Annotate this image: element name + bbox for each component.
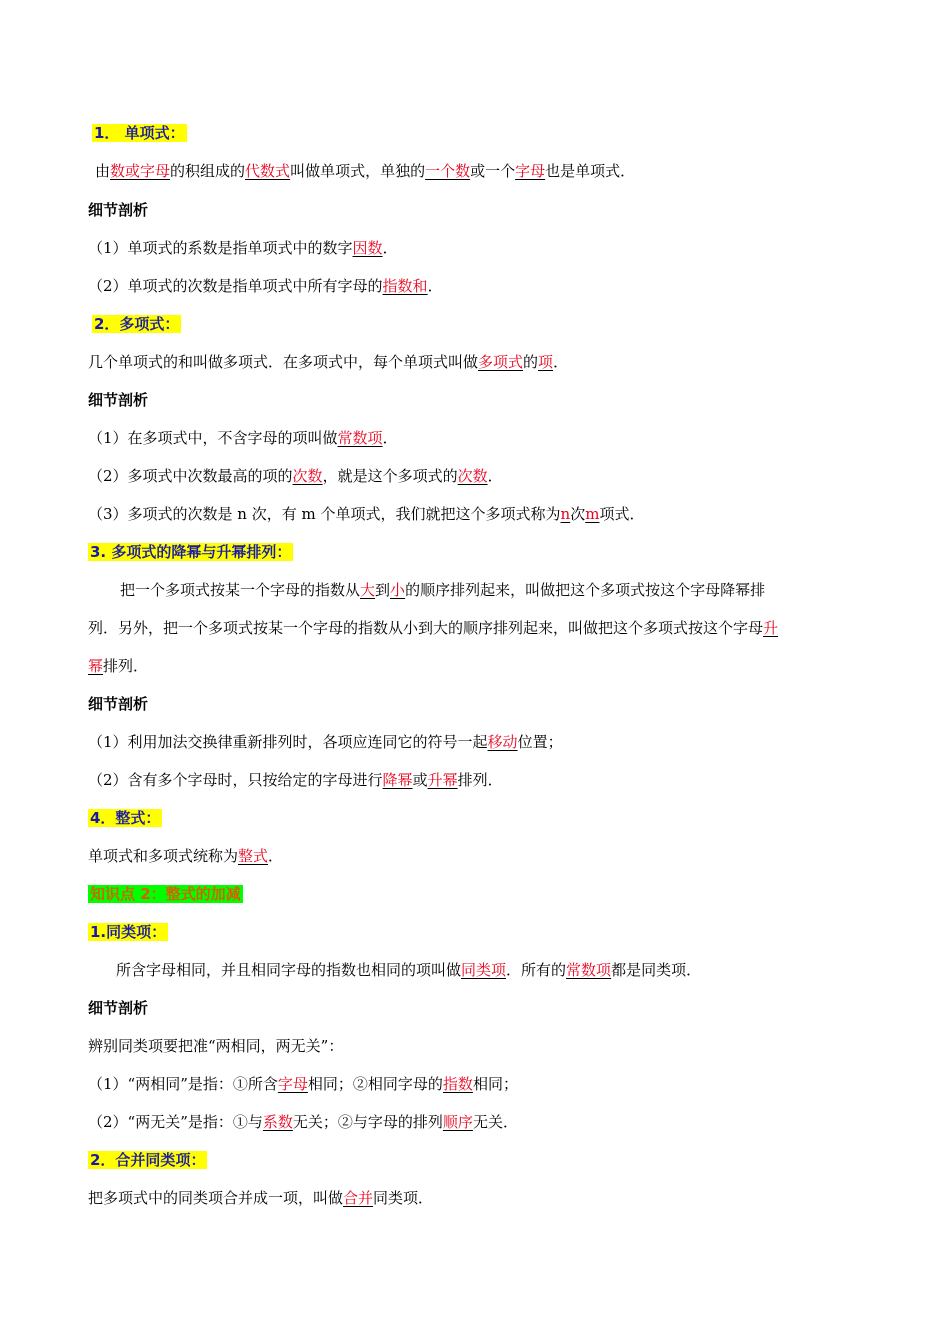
detail-heading: 细节剖析 — [88, 201, 149, 219]
answer-blank: 常数项 — [566, 961, 612, 979]
text-segment: 排列． — [457, 771, 503, 789]
text-segment: 的积组成的 — [170, 162, 246, 180]
text-segment: 所含字母相同，并且相同字母的指数也相同的项叫做 — [116, 961, 462, 979]
answer-blank: 升 — [763, 619, 779, 637]
text-segment: （1）在多项式中，不含字母的项叫做 — [88, 429, 338, 447]
heading-polynomial — [92, 314, 181, 334]
text-segment: ． — [268, 847, 284, 865]
answer-blank: 项 — [538, 353, 554, 371]
answer-blank: 幂 — [88, 657, 104, 675]
heading-monomial — [92, 123, 187, 143]
answer-blank: 系数 — [262, 1113, 293, 1131]
text-segment: 无关；②与字母的排列 — [292, 1113, 443, 1131]
polynomial-definition — [88, 352, 568, 372]
text-segment: 4．整式： — [90, 809, 161, 827]
text-segment: 1． 单项式： — [94, 124, 185, 142]
detail-heading: 细节剖析 — [88, 999, 149, 1017]
text-segment: 的 — [523, 353, 539, 371]
text-segment: （3）多项式的次数是 n 次，有 m 个单项式，我们就把这个多项式称为 — [88, 505, 561, 523]
text-segment: 单项式和多项式统称为 — [88, 847, 239, 865]
answer-blank: 因数 — [352, 239, 383, 257]
integral-definition — [88, 846, 283, 866]
answer-blank: 字母 — [277, 1075, 308, 1093]
detail-heading: 细节剖析 — [88, 695, 149, 713]
knowledge-point-2-heading — [88, 884, 243, 904]
answer-blank: 代数式 — [245, 162, 291, 180]
detail-heading: 细节剖析 — [88, 391, 149, 409]
text-segment: ． — [382, 429, 398, 447]
text-segment: 相同；②相同字母的 — [307, 1075, 443, 1093]
text-segment: （2）“两无关”是指：①与 — [88, 1113, 263, 1131]
text-segment: 相同； — [472, 1075, 518, 1093]
answer-blank: 一个数 — [425, 162, 471, 180]
answer-blank: 小 — [390, 581, 406, 599]
heading-like-terms — [88, 922, 168, 942]
text-segment: （1）利用加法交换律重新排列时，各项应连同它的符号一起 — [88, 733, 488, 751]
answer-blank: 合并 — [343, 1189, 374, 1207]
combine-definition — [88, 1188, 433, 1208]
ordering-line-2 — [88, 618, 778, 638]
text-segment: 把多项式中的同类项合并成一项，叫做 — [88, 1189, 344, 1207]
polynomial-point-1 — [88, 428, 398, 448]
text-segment: ． — [427, 277, 443, 295]
text-segment: 排列． — [103, 657, 149, 675]
text-segment: （1）“两相同”是指：①所含 — [88, 1075, 278, 1093]
answer-blank: 大 — [360, 581, 376, 599]
polynomial-point-2 — [88, 466, 503, 486]
ordering-line-3 — [88, 656, 148, 676]
monomial-point-2 — [88, 276, 443, 296]
answer-blank: 次数 — [292, 467, 323, 485]
text-segment: 或 — [412, 771, 428, 789]
answer-blank: m — [585, 505, 600, 523]
text-segment: 无关． — [472, 1113, 518, 1131]
like-terms-point-2 — [88, 1112, 518, 1132]
monomial-definition — [95, 161, 635, 181]
ordering-point-1 — [88, 732, 563, 752]
text-segment: ． — [487, 467, 503, 485]
text-segment: 1.同类项： — [90, 923, 167, 941]
text-segment: 都是同类项． — [611, 961, 702, 979]
text-segment: 2．合并同类项： — [90, 1151, 206, 1169]
answer-blank: 常数项 — [337, 429, 383, 447]
text-segment: 几个单项式的和叫做多项式．在多项式中，每个单项式叫做 — [88, 353, 479, 371]
answer-blank: 升幂 — [427, 771, 458, 789]
text-segment: ．所有的 — [506, 961, 567, 979]
answer-blank: 整式 — [238, 847, 269, 865]
text-segment: 叫做单项式，单独的 — [290, 162, 426, 180]
answer-blank: 顺序 — [442, 1113, 473, 1131]
text-segment: 2．多项式： — [94, 315, 180, 333]
text-segment: （2）含有多个字母时，只按给定的字母进行 — [88, 771, 383, 789]
text-segment: （2）多项式中次数最高的项的 — [88, 467, 293, 485]
text-segment: ，就是这个多项式的 — [322, 467, 458, 485]
ordering-line-1 — [120, 580, 765, 600]
text-segment: 位置； — [517, 733, 563, 751]
text-segment: 项式． — [599, 505, 645, 523]
text-segment: 也是单项式． — [545, 162, 636, 180]
like-terms-definition — [116, 960, 701, 980]
text-segment: 次 — [570, 505, 586, 523]
answer-blank: n — [560, 505, 571, 523]
heading-combine-like-terms — [88, 1150, 207, 1170]
text-segment: ． — [382, 239, 398, 257]
heading-ordering — [88, 542, 293, 562]
text-segment: 到 — [375, 581, 391, 599]
text-segment: 同类项． — [373, 1189, 434, 1207]
text-segment: 或一个 — [470, 162, 516, 180]
polynomial-point-3 — [88, 504, 644, 524]
text-segment: 知识点 2：整式的加减 — [90, 885, 241, 903]
text-segment: 把一个多项式按某一个字母的指数从 — [120, 581, 361, 599]
like-terms-point-1 — [88, 1074, 518, 1094]
answer-blank: 指数 — [442, 1075, 473, 1093]
monomial-point-1 — [88, 238, 398, 258]
text-segment: 列．另外，把一个多项式按某一个字母的指数从小到大的顺序排列起来，叫做把这个多项式按这个字母 — [88, 619, 764, 637]
answer-blank: 字母 — [515, 162, 546, 180]
answer-blank: 数或字母 — [110, 162, 171, 180]
text-segment: （2）单项式的次数是指单项式中所有字母的 — [88, 277, 383, 295]
answer-blank: 移动 — [487, 733, 518, 751]
answer-blank: 降幂 — [382, 771, 413, 789]
answer-blank: 指数和 — [382, 277, 428, 295]
text-segment: （1）单项式的系数是指单项式中的数字 — [88, 239, 353, 257]
answer-blank: 多项式 — [478, 353, 524, 371]
text-segment: ． — [553, 353, 569, 371]
answer-blank: 同类项 — [461, 961, 507, 979]
text-segment: 3. 多项式的降幂与升幂排列： — [90, 543, 292, 561]
heading-integral — [88, 808, 162, 828]
like-terms-intro: 辨别同类项要把准“两相同，两无关”： — [88, 1037, 344, 1055]
ordering-point-2 — [88, 770, 503, 790]
text-segment: 的顺序排列起来，叫做把这个多项式按这个字母降幂排 — [405, 581, 766, 599]
text-segment: 由 — [95, 162, 111, 180]
answer-blank: 次数 — [457, 467, 488, 485]
